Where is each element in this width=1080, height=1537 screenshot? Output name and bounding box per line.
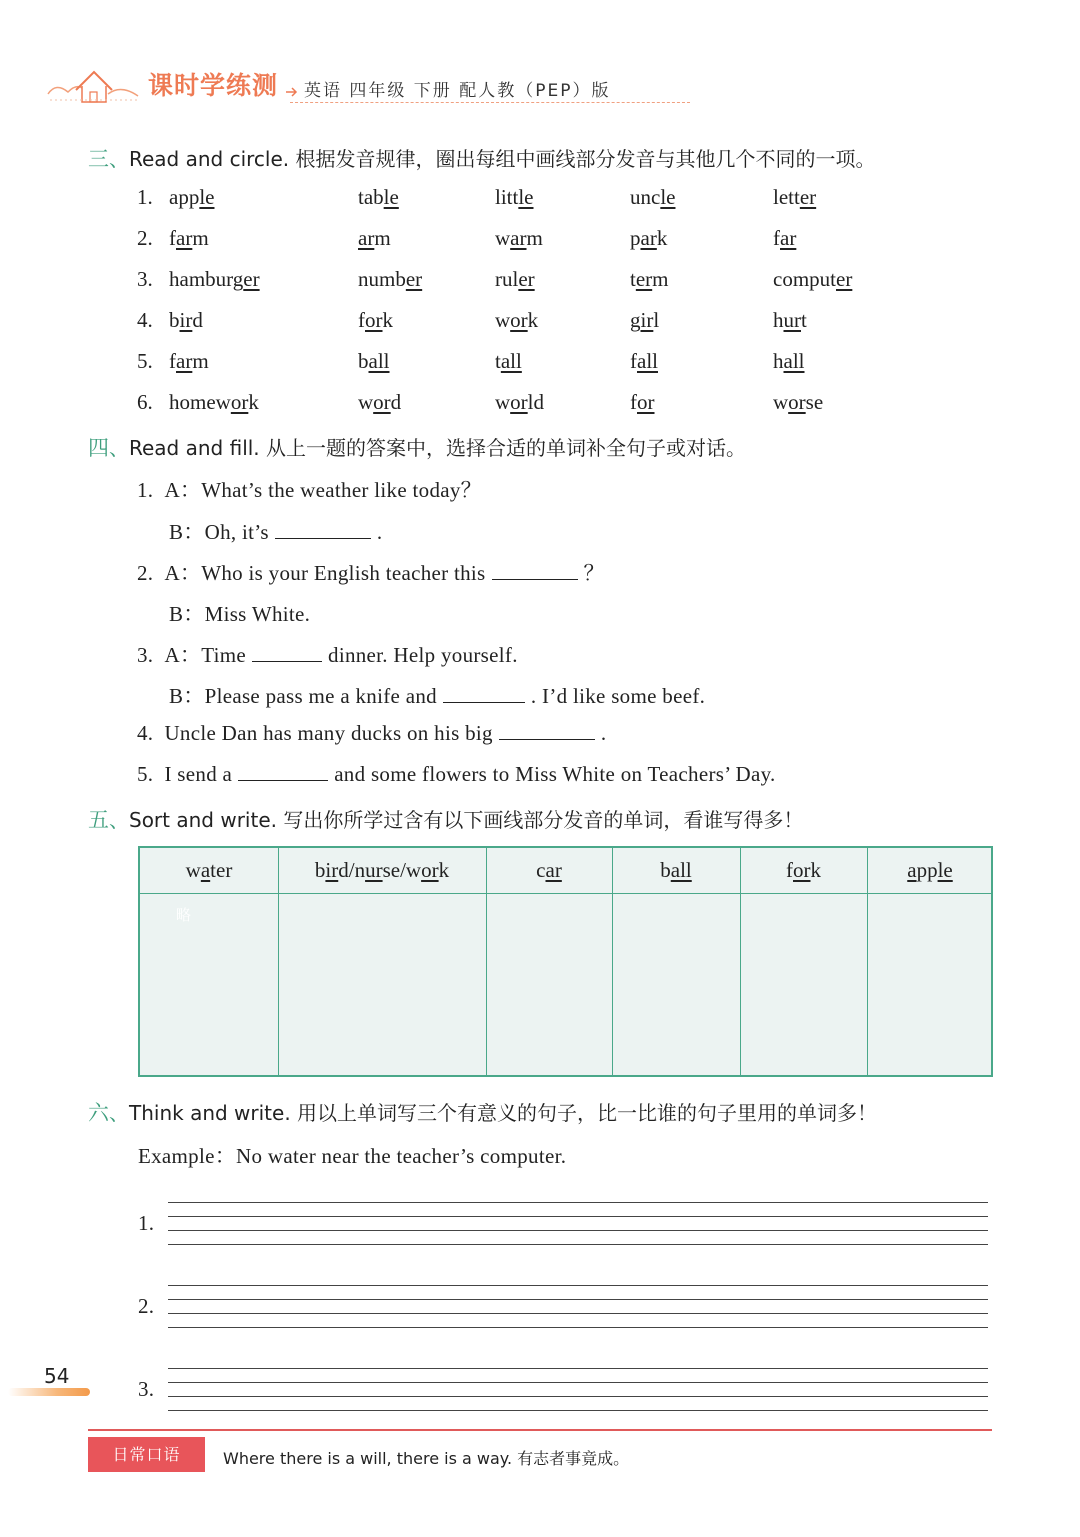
table-header-cell: water bbox=[185, 858, 233, 882]
q4-2b: B：Miss White. bbox=[169, 602, 311, 626]
table-header-cell: fork bbox=[786, 858, 821, 882]
q4-2a: 2. A：Who is your English teacher this ？ bbox=[137, 561, 605, 585]
word-option[interactable]: ball bbox=[358, 349, 390, 373]
word-option[interactable]: homework bbox=[169, 390, 259, 414]
writing-line[interactable] bbox=[168, 1202, 988, 1203]
q4-1b: B：Oh, it’s . bbox=[169, 520, 383, 544]
writing-line[interactable] bbox=[168, 1382, 988, 1383]
writing-line[interactable] bbox=[168, 1410, 988, 1411]
word-option[interactable]: apple bbox=[169, 185, 215, 209]
word-option[interactable]: girl bbox=[630, 308, 660, 332]
house-logo-icon bbox=[46, 62, 141, 106]
q4-3b: B：Please pass me a knife and . I’d like some beef. bbox=[169, 684, 706, 708]
sentence-number: 3. bbox=[138, 1377, 155, 1401]
table-header-cell: apple bbox=[907, 858, 953, 882]
writing-line[interactable] bbox=[168, 1368, 988, 1369]
word-option[interactable]: world bbox=[495, 390, 545, 414]
word-option[interactable]: far bbox=[773, 226, 797, 250]
footer-proverb: Where there is a will, there is a way. 有志者事竟成。 bbox=[223, 1449, 630, 1468]
word-option[interactable]: term bbox=[630, 267, 669, 291]
answer-blank[interactable] bbox=[499, 721, 595, 740]
word-option[interactable]: little bbox=[495, 185, 534, 209]
q4-1a: 1. A：What’s the weather like today？ bbox=[137, 478, 482, 502]
table-header-cell: bird/nurse/work bbox=[314, 858, 450, 882]
word-option[interactable]: for bbox=[630, 390, 655, 414]
writing-line[interactable] bbox=[168, 1230, 988, 1231]
word-option[interactable]: hamburger bbox=[169, 267, 260, 291]
section-number: 五 bbox=[88, 808, 109, 832]
q4-3a: 3. A：Time dinner. Help yourself. bbox=[137, 643, 518, 667]
word-option[interactable]: ruler bbox=[495, 267, 535, 291]
word-option[interactable]: uncle bbox=[630, 185, 676, 209]
word-option[interactable]: computer bbox=[773, 267, 853, 291]
page-number-bar bbox=[8, 1388, 90, 1396]
word-option[interactable]: number bbox=[358, 267, 423, 291]
answer-blank[interactable] bbox=[492, 561, 578, 580]
word-option[interactable]: hall bbox=[773, 349, 805, 373]
sentence-number: 2. bbox=[138, 1294, 155, 1318]
writing-line[interactable] bbox=[168, 1285, 988, 1286]
writing-line[interactable] bbox=[168, 1327, 988, 1328]
section-6-title: 六、Think and write. 用以上单词写三个有意义的句子，比一比谁的句子里用的单词多！ bbox=[88, 1101, 878, 1125]
row-number: 6. bbox=[137, 390, 153, 414]
row-number: 4. bbox=[137, 308, 153, 332]
section-number: 四 bbox=[88, 436, 109, 460]
word-option[interactable]: word bbox=[358, 390, 402, 414]
subject-info: 英语 四年级 下册 配人教（PEP）版 bbox=[304, 81, 611, 101]
sentence-number: 1. bbox=[138, 1211, 155, 1235]
word-option[interactable]: fork bbox=[358, 308, 393, 332]
answer-blank[interactable] bbox=[238, 762, 328, 781]
row-number: 2. bbox=[137, 226, 153, 250]
table-header-cell: ball bbox=[660, 858, 692, 882]
section-3-title: 三、Read and circle. 根据发音规律，圈出每组中画线部分发音与其他几个不同的一项。 bbox=[88, 147, 876, 171]
word-option[interactable]: bird bbox=[169, 308, 203, 332]
page-number: 54 bbox=[44, 1364, 70, 1388]
arrow-icon bbox=[286, 84, 296, 94]
footer-divider bbox=[88, 1429, 992, 1431]
row-number: 1. bbox=[137, 185, 153, 209]
answer-blank[interactable] bbox=[275, 520, 371, 539]
row-number: 5. bbox=[137, 349, 153, 373]
answer-blank[interactable] bbox=[252, 643, 322, 662]
word-option[interactable]: warm bbox=[495, 226, 543, 250]
row-number: 3. bbox=[137, 267, 153, 291]
word-option[interactable]: arm bbox=[358, 226, 391, 250]
q4-5: 5. I send a and some flowers to Miss White on Teachers’ Day. bbox=[137, 762, 776, 786]
word-option[interactable]: work bbox=[495, 308, 539, 332]
word-option[interactable]: farm bbox=[169, 226, 209, 250]
word-option[interactable]: farm bbox=[169, 349, 209, 373]
brand-title: 课时学练测 bbox=[148, 71, 279, 100]
writing-line[interactable] bbox=[168, 1299, 988, 1300]
word-option[interactable]: table bbox=[358, 185, 399, 209]
word-option[interactable]: letter bbox=[773, 185, 817, 209]
answer-blank[interactable] bbox=[443, 684, 525, 703]
header-divider bbox=[290, 102, 690, 103]
answer-placeholder: 略 bbox=[176, 906, 192, 924]
section-4-title: 四、Read and fill. 从上一题的答案中，选择合适的单词补全句子或对话。 bbox=[88, 436, 747, 460]
example-sentence: Example：No water near the teacher’s computer. bbox=[138, 1144, 567, 1168]
footer-tag: 日常口语 bbox=[88, 1437, 205, 1472]
writing-line[interactable] bbox=[168, 1244, 988, 1245]
table-header-cell: car bbox=[536, 858, 562, 882]
writing-line[interactable] bbox=[168, 1396, 988, 1397]
word-option[interactable]: tall bbox=[495, 349, 522, 373]
writing-line[interactable] bbox=[168, 1313, 988, 1314]
section-number: 三 bbox=[88, 147, 109, 171]
section-5-title: 五、Sort and write. 写出你所学过含有以下画线部分发音的单词，看谁写得多！ bbox=[88, 808, 804, 832]
word-option[interactable]: fall bbox=[630, 349, 658, 373]
q4-4: 4. Uncle Dan has many ducks on his big . bbox=[137, 721, 607, 745]
word-option[interactable]: park bbox=[630, 226, 668, 250]
section-number: 六 bbox=[88, 1101, 109, 1125]
word-option[interactable]: hurt bbox=[773, 308, 807, 332]
sort-table bbox=[138, 846, 993, 1077]
writing-line[interactable] bbox=[168, 1216, 988, 1217]
word-option[interactable]: worse bbox=[773, 390, 824, 414]
